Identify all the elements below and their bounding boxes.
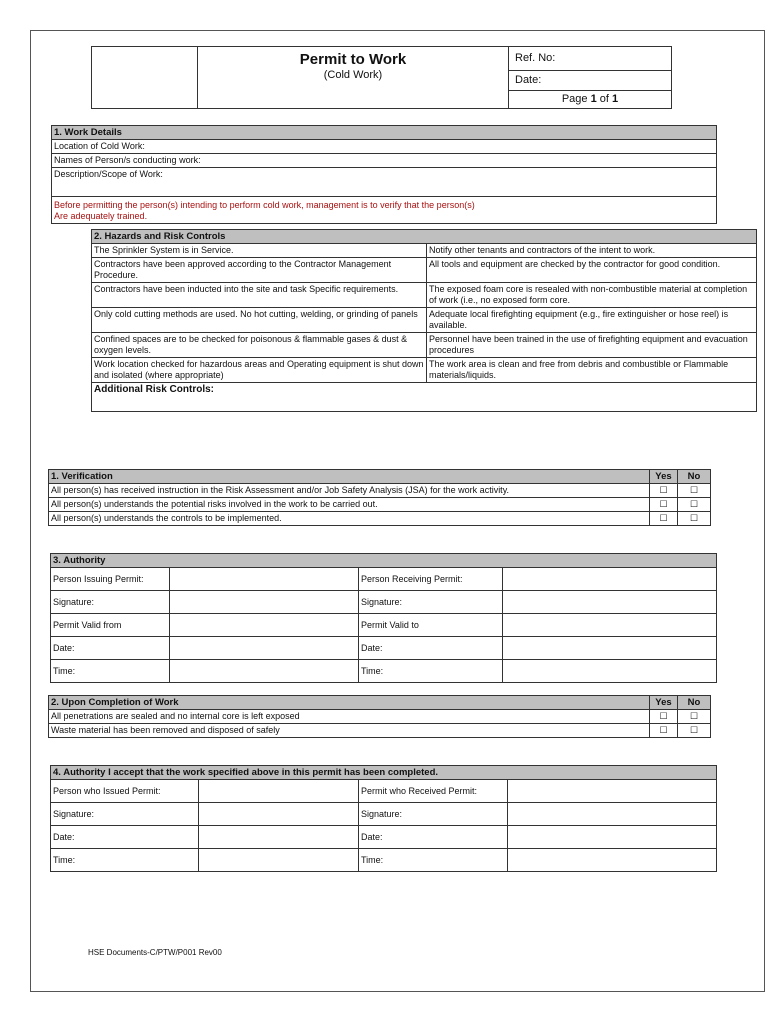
completion-table [48, 695, 711, 738]
completion-authority-table [50, 765, 717, 872]
valid-to-label: Permit Valid to [359, 614, 503, 637]
verification-no-checkbox-3[interactable]: ☐ [678, 512, 711, 526]
completion-signature-issuer-label: Signature: [51, 803, 199, 826]
date-receiver-input[interactable] [503, 637, 717, 660]
page-indicator: Page 1 of 1 [509, 91, 672, 109]
location-field[interactable]: Location of Cold Work: [52, 140, 717, 154]
person-issuing-label: Person Issuing Permit: [51, 568, 170, 591]
time-receiver-label: Time: [359, 660, 503, 683]
hazard-left-2: Contractors have been approved according to the Contractor Management Procedure. [92, 258, 427, 283]
date-issuer-label: Date: [51, 637, 170, 660]
hazard-right-2: All tools and equipment are checked by the contractor for good condition. [427, 258, 757, 283]
completion-item-1: All penetrations are sealed and no internal core is left exposed [49, 710, 650, 724]
names-field[interactable]: Names of Person/s conducting work: [52, 154, 717, 168]
description-field[interactable]: Description/Scope of Work: [52, 168, 717, 197]
page-subtitle: (Cold Work) [323, 69, 383, 81]
hazards-heading: 2. Hazards and Risk Controls [92, 230, 757, 244]
valid-to-input[interactable] [503, 614, 717, 637]
person-receiving-input[interactable] [503, 568, 717, 591]
signature-receiver-label: Signature: [359, 591, 503, 614]
completion-time-receiver-label: Time: [359, 849, 508, 872]
verification-yes-checkbox-2[interactable]: ☐ [650, 498, 678, 512]
authority-heading: 3. Authority [51, 554, 717, 568]
completion-time-issuer-input[interactable] [199, 849, 359, 872]
hazard-right-1: Notify other tenants and contractors of the intent to work. [427, 244, 757, 258]
valid-from-input[interactable] [170, 614, 359, 637]
additional-risk-controls-field[interactable]: Additional Risk Controls: [92, 383, 757, 412]
verification-heading: 1. Verification [49, 470, 650, 484]
verification-table [48, 469, 711, 526]
completion-date-issuer-input[interactable] [199, 826, 359, 849]
time-issuer-input[interactable] [170, 660, 359, 683]
verification-item-2: All person(s) understands the potential risks involved in the work to be carried out. [49, 498, 650, 512]
completion-signature-receiver-input[interactable] [508, 803, 717, 826]
signature-receiver-input[interactable] [503, 591, 717, 614]
valid-from-label: Permit Valid from [51, 614, 170, 637]
hazard-left-3: Contractors have been inducted into the site and task Specific requirements. [92, 283, 427, 308]
completion-date-issuer-label: Date: [51, 826, 199, 849]
completion-time-issuer-label: Time: [51, 849, 199, 872]
date-receiver-label: Date: [359, 637, 503, 660]
verification-no-checkbox-2[interactable]: ☐ [678, 498, 711, 512]
authority-table [50, 553, 717, 683]
hazard-left-4: Only cold cutting methods are used. No hot cutting, welding, or grinding of panels [92, 308, 427, 333]
person-receiving-label: Person Receiving Permit: [359, 568, 503, 591]
signature-issuer-label: Signature: [51, 591, 170, 614]
received-permit-label: Permit who Received Permit: [359, 780, 508, 803]
verification-yes-checkbox-3[interactable]: ☐ [650, 512, 678, 526]
header-table [91, 46, 672, 109]
issued-permit-input[interactable] [199, 780, 359, 803]
received-permit-input[interactable] [508, 780, 717, 803]
hazard-right-4: Adequate local firefighting equipment (e.g., fire extinguisher or hose reel) is available. [427, 308, 757, 333]
completion-yes-checkbox-1[interactable]: ☐ [650, 710, 678, 724]
ref-no-field[interactable]: Ref. No: [509, 47, 672, 71]
training-note: Before permitting the person(s) intending to perform cold work, management is to verify that the person(s) Are adequately trained. [52, 197, 717, 224]
work-details-heading: 1. Work Details [52, 126, 717, 140]
issued-permit-label: Person who Issued Permit: [51, 780, 199, 803]
verification-no-header: No [678, 470, 711, 484]
signature-issuer-input[interactable] [170, 591, 359, 614]
completion-date-receiver-label: Date: [359, 826, 508, 849]
completion-yes-header: Yes [650, 696, 678, 710]
date-issuer-input[interactable] [170, 637, 359, 660]
time-issuer-label: Time: [51, 660, 170, 683]
page-title: Permit to Work [299, 51, 407, 68]
title-cell [198, 47, 509, 109]
hazard-right-3: The exposed foam core is resealed with non-combustible material at completion of work (i.e., no exposed form core. [427, 283, 757, 308]
hazard-left-1: The Sprinkler System is in Service. [92, 244, 427, 258]
verification-yes-header: Yes [650, 470, 678, 484]
logo-cell [92, 47, 198, 109]
document-footer: HSE Documents-C/PTW/P001 Rev00 [88, 948, 222, 957]
completion-signature-issuer-input[interactable] [199, 803, 359, 826]
date-field[interactable]: Date: [509, 71, 672, 91]
hazard-right-5: Personnel have been trained in the use of firefighting equipment and evacuation procedures [427, 333, 757, 358]
completion-yes-checkbox-2[interactable]: ☐ [650, 724, 678, 738]
work-details-table [51, 125, 717, 224]
completion-no-header: No [678, 696, 711, 710]
completion-no-checkbox-2[interactable]: ☐ [678, 724, 711, 738]
verification-item-3: All person(s) understands the controls to be implemented. [49, 512, 650, 526]
completion-time-receiver-input[interactable] [508, 849, 717, 872]
person-issuing-input[interactable] [170, 568, 359, 591]
completion-no-checkbox-1[interactable]: ☐ [678, 710, 711, 724]
time-receiver-input[interactable] [503, 660, 717, 683]
completion-date-receiver-input[interactable] [508, 826, 717, 849]
hazards-table [91, 229, 757, 412]
completion-heading: 2. Upon Completion of Work [49, 696, 650, 710]
completion-signature-receiver-label: Signature: [359, 803, 508, 826]
completion-authority-heading: 4. Authority I accept that the work specified above in this permit has been completed. [51, 766, 717, 780]
completion-item-2: Waste material has been removed and disposed of safely [49, 724, 650, 738]
verification-item-1: All person(s) has received instruction in the Risk Assessment and/or Job Safety Analysis (JSA) for the work activity. [49, 484, 650, 498]
verification-yes-checkbox-1[interactable]: ☐ [650, 484, 678, 498]
hazard-right-6: The work area is clean and free from debris and combustible or Flammable materials/liquids. [427, 358, 757, 383]
hazard-left-5: Confined spaces are to be checked for poisonous & flammable gases & dust & oxygen levels. [92, 333, 427, 358]
verification-no-checkbox-1[interactable]: ☐ [678, 484, 711, 498]
hazard-left-6: Work location checked for hazardous areas and Operating equipment is shut down and isolated (where appropriate) [92, 358, 427, 383]
